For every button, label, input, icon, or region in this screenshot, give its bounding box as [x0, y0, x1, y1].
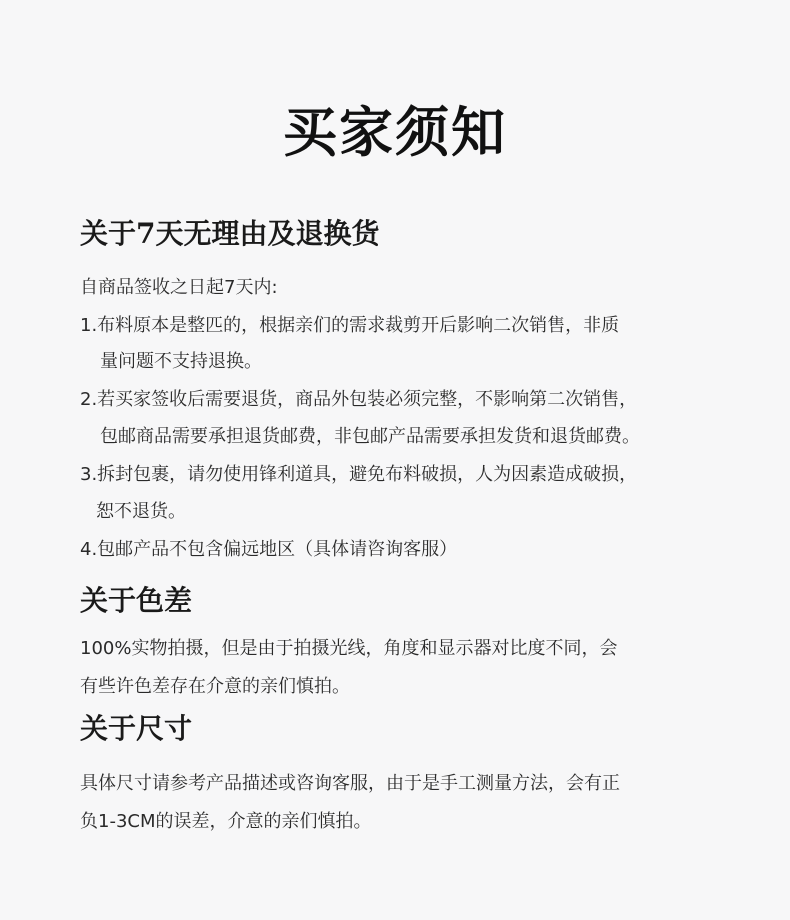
- returns-intro-text: 自商品签收之日起7天内:: [80, 277, 278, 298]
- returns-rule-2-continued-text: 包邮商品需要承担退货邮费，非包邮产品需要承担发货和退货邮费。: [100, 426, 640, 447]
- size-text-2: 负1-3CM的误差，介意的亲们慎拍。: [80, 811, 372, 832]
- returns-rule-3-continued-text: 恕不退货。: [96, 501, 186, 522]
- returns-rule-2-text: 2.若买家签收后需要退货，商品外包装必须完整，不影响第二次销售，: [80, 389, 638, 410]
- color-difference-text-1: 100%实物拍摄，但是由于拍摄光线，角度和显示器对比度不同，会: [80, 638, 618, 659]
- returns-rule-4-text: 4.包邮产品不包含偏远地区（具体请咨询客服）: [80, 539, 458, 560]
- color-difference-text-2: 有些许色差存在介意的亲们慎拍。: [80, 676, 350, 697]
- returns-rule-3-text: 3.拆封包裹，请勿使用锋利道具，避免布料破损，人为因素造成破损，: [80, 464, 638, 485]
- size-text-1: 具体尺寸请参考产品描述或咨询客服，由于是手工测量方法，会有正: [80, 773, 620, 794]
- returns-rule-1-continued-text: 量问题不支持退换。: [100, 351, 262, 372]
- returns-rule-1-text: 1.布料原本是整匹的，根据亲们的需求裁剪开后影响二次销售，非质: [80, 315, 620, 336]
- section-heading-size: 关于尺寸: [80, 712, 193, 745]
- section-heading-color-difference: 关于色差: [80, 584, 193, 617]
- page-title: 买家须知: [283, 100, 507, 164]
- section-heading-returns: 关于7天无理由及退换货: [80, 217, 380, 250]
